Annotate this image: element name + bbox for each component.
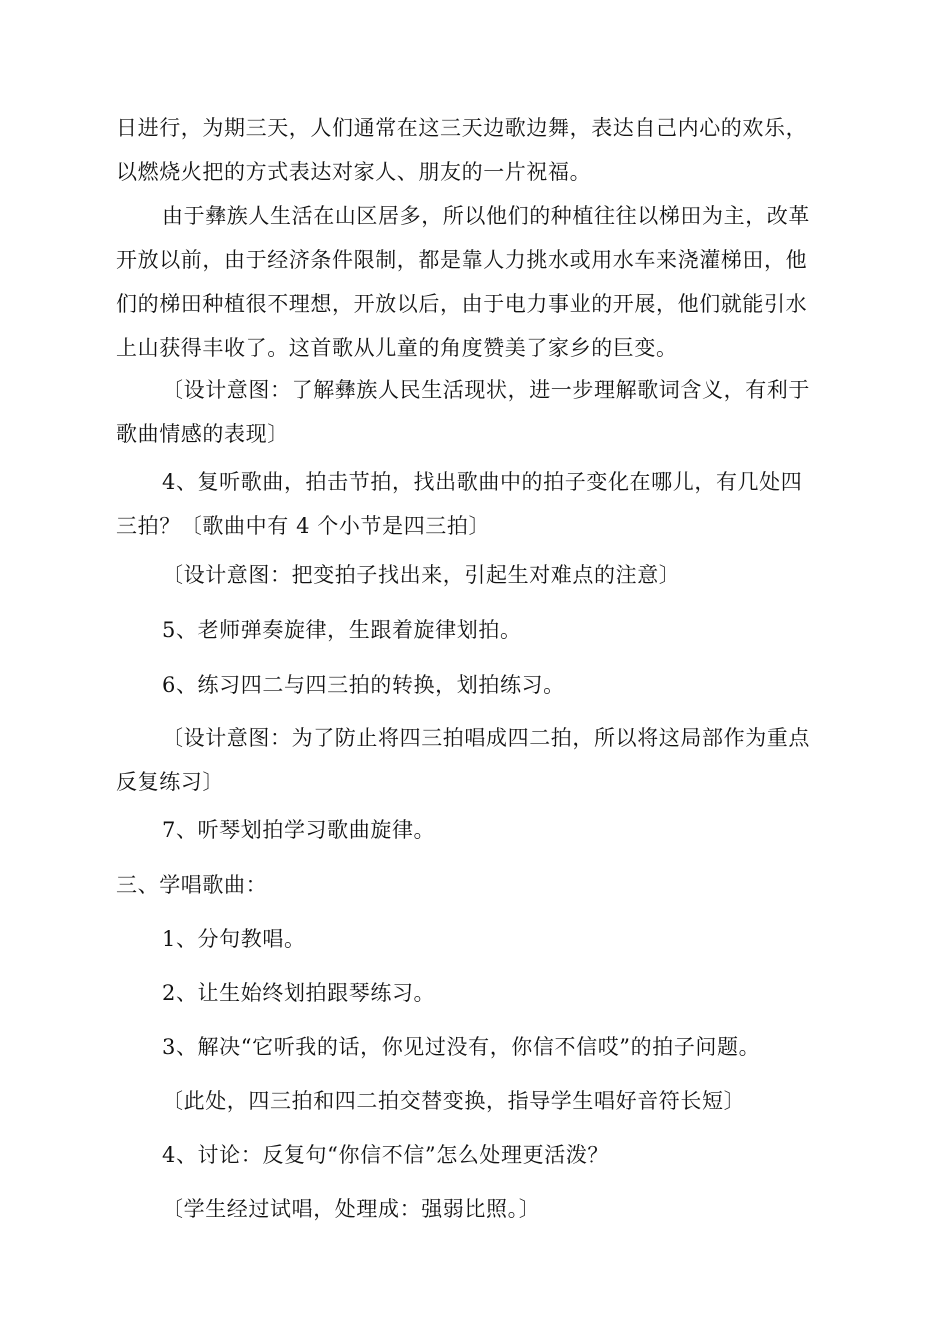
paragraph-step-5	[116, 608, 832, 652]
paragraph-design-intent-2	[116, 553, 832, 597]
paragraph-note-contrast	[116, 1187, 832, 1231]
text-line: 歌曲情感的表现〕	[116, 422, 289, 446]
text-line: 5、老师弹奏旋律，生跟着旋律划拍。	[162, 618, 522, 642]
text-line: 三拍？〔歌曲中有 4 个小节是四三拍〕	[116, 514, 491, 538]
text-line: 6、练习四二与四三拍的转换，划拍练习。	[162, 673, 565, 697]
paragraph-substep-4	[116, 1133, 832, 1177]
paragraph-note-alternating-beats	[116, 1079, 832, 1123]
paragraph-substep-3	[116, 1025, 832, 1069]
text-line: 1、分句教唱。	[162, 927, 306, 951]
paragraph-step-7	[116, 808, 832, 852]
text-line: 〔设计意图：了解彝族人民生活现状，进一步理解歌词含义，有利于	[162, 378, 810, 402]
text-line: 由于彝族人生活在山区居多，所以他们的种植往往以梯田为主，改革	[162, 204, 810, 228]
text-line: 〔设计意图：把变拍子找出来，引起生对难点的注意〕	[162, 563, 681, 587]
paragraph-terraced-fields	[116, 194, 832, 370]
text-line: 以燃烧火把的方式表达对家人、朋友的一片祝福。	[116, 160, 592, 184]
paragraph-design-intent-1	[116, 368, 832, 456]
text-line: 上山获得丰收了。这首歌从儿童的角度赞美了家乡的巨变。	[116, 336, 678, 360]
paragraph-design-intent-3	[116, 716, 832, 804]
section-heading-learn-song	[116, 863, 832, 907]
text-line: 日进行，为期三天，人们通常在这三天边歌边舞，表达自己内心的欢乐，	[116, 116, 808, 140]
text-line: 4、复听歌曲，拍击节拍，找出歌曲中的拍子变化在哪儿，有几处四	[162, 470, 803, 494]
text-line: 们的梯田种植很不理想，开放以后，由于电力事业的开展，他们就能引水	[116, 292, 808, 316]
paragraph-step-6	[116, 663, 832, 707]
text-line: 开放以前，由于经济条件限制，都是靠人力挑水或用水车来浇灌梯田，他	[116, 248, 808, 272]
text-line: 〔学生经过试唱，处理成：强弱比照。〕	[162, 1197, 541, 1221]
text-line: 〔设计意图：为了防止将四三拍唱成四二拍，所以将这局部作为重点	[162, 726, 810, 750]
text-line: 三、学唱歌曲：	[116, 873, 268, 897]
paragraph-step-4	[116, 460, 832, 548]
paragraph-substep-2	[116, 971, 832, 1015]
text-line: 〔此处，四三拍和四二拍交替变换，指导学生唱好音符长短〕	[162, 1089, 746, 1113]
paragraph-festival-continuation	[116, 106, 832, 194]
text-line: 反复练习〕	[116, 770, 224, 794]
text-line: 7、听琴划拍学习歌曲旋律。	[162, 818, 436, 842]
text-line: 3、解决“它听我的话，你见过没有，你信不信哎”的拍子问题。	[162, 1035, 761, 1059]
text-line: 2、让生始终划拍跟琴练习。	[162, 981, 436, 1005]
text-line: 4、讨论：反复句“你信不信”怎么处理更活泼？	[162, 1143, 610, 1167]
paragraph-substep-1	[116, 917, 832, 961]
